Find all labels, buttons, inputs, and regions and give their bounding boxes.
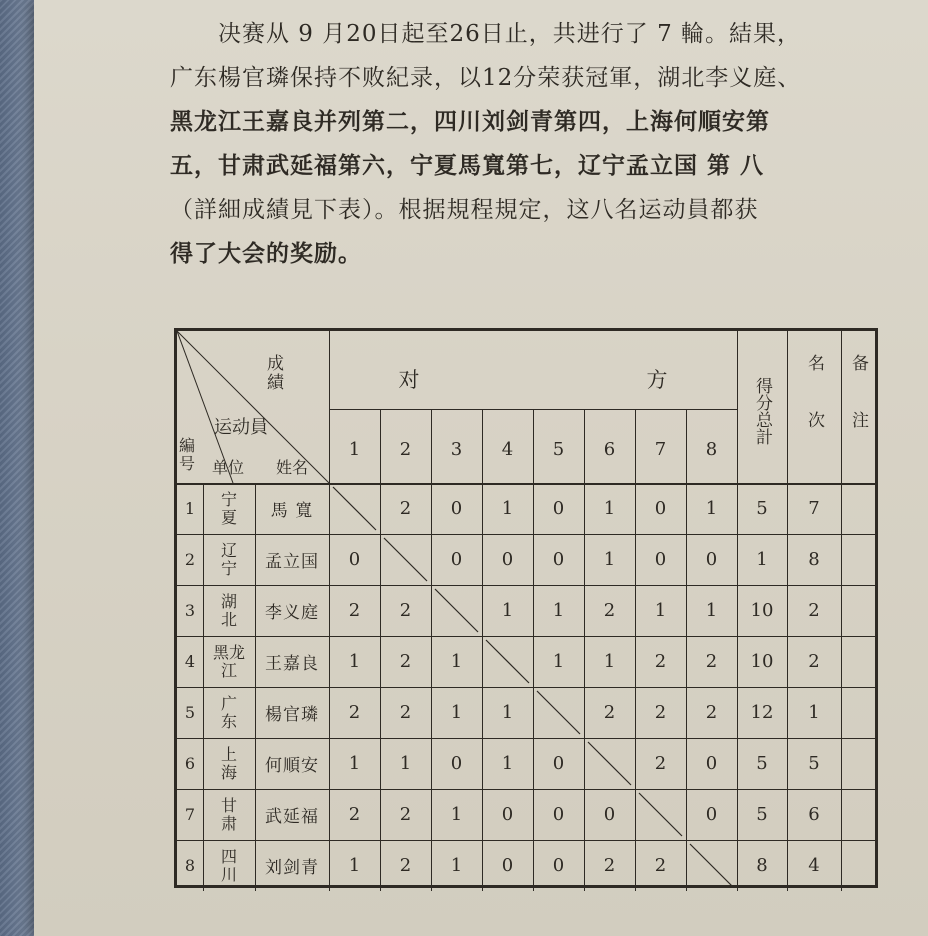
score-cell: 0	[705, 753, 718, 774]
score-cell: 0	[501, 855, 514, 876]
score-cell: 1	[705, 600, 718, 621]
score-cell: 2	[603, 702, 616, 723]
row-name: 楊官璘	[265, 705, 319, 725]
row-number: 8	[184, 856, 196, 875]
score-label-text: 成績	[267, 354, 284, 393]
score-cell: 2	[399, 600, 412, 621]
paragraph-line: 广东楊官璘保持不败紀录，以12分荣获冠軍，湖北李义庭、	[170, 65, 802, 91]
row-rank: 7	[808, 498, 820, 519]
rank-label-text: 名次	[804, 354, 824, 468]
opponent-label-right: 方	[646, 368, 668, 392]
row-unit-text: 辽宁	[220, 540, 237, 578]
row-total: 12	[750, 702, 774, 723]
row-rank: 2	[808, 600, 820, 621]
self-match-diagonal	[533, 687, 584, 738]
row-unit	[203, 534, 255, 585]
row-unit-text: 宁夏	[220, 489, 237, 527]
row-divider	[177, 738, 875, 739]
self-match-diagonal	[635, 789, 686, 840]
score-cell: 1	[348, 855, 361, 876]
score-cell: 1	[399, 753, 412, 774]
score-cell: 1	[348, 651, 361, 672]
name-label: 姓名	[275, 457, 308, 477]
score-cell: 1	[450, 702, 463, 723]
row-total: 5	[756, 804, 768, 825]
column-divider	[255, 483, 256, 891]
score-cell: 2	[654, 855, 667, 876]
row-number: 5	[184, 703, 196, 722]
row-unit	[203, 738, 255, 789]
score-cell: 1	[603, 549, 616, 570]
opponent-number-header: 3	[450, 438, 463, 460]
row-unit	[203, 636, 255, 687]
row-rank: 8	[808, 549, 820, 570]
opponent-number-header: 6	[603, 438, 616, 460]
opponent-number-header: 2	[399, 438, 412, 460]
row-divider	[177, 687, 875, 688]
score-cell: 2	[399, 651, 412, 672]
row-name: 李义庭	[265, 603, 319, 623]
row-unit-text: 甘肃	[220, 795, 237, 833]
row-divider	[177, 534, 875, 535]
score-cell: 1	[603, 498, 616, 519]
score-cell: 2	[654, 702, 667, 723]
score-column-divider	[431, 409, 432, 891]
score-column-divider	[686, 409, 687, 891]
score-cell: 2	[348, 600, 361, 621]
column-divider	[841, 331, 842, 891]
row-number: 4	[184, 652, 196, 671]
score-cell: 2	[654, 651, 667, 672]
score-cell: 0	[705, 549, 718, 570]
score-cell: 0	[450, 498, 463, 519]
score-cell: 1	[450, 855, 463, 876]
self-match-diagonal	[584, 738, 635, 789]
self-match-diagonal	[431, 585, 482, 636]
row-name: 馬 寬	[270, 501, 314, 521]
num-label: 編号	[179, 436, 196, 473]
score-cell: 1	[501, 702, 514, 723]
score-cell: 2	[348, 702, 361, 723]
score-cell: 1	[654, 600, 667, 621]
row-rank: 2	[808, 651, 820, 672]
score-cell: 0	[552, 753, 565, 774]
score-cell: 1	[603, 651, 616, 672]
score-cell: 2	[399, 855, 412, 876]
score-column-divider	[533, 409, 534, 891]
row-total: 10	[750, 600, 774, 621]
row-total: 10	[750, 651, 774, 672]
score-cell: 1	[450, 651, 463, 672]
opponent-number-header: 8	[705, 438, 718, 460]
row-rank: 6	[808, 804, 820, 825]
total-label-text: 得分总計	[752, 377, 772, 445]
remark-label-text: 备注	[848, 354, 868, 468]
score-column-divider	[482, 409, 483, 891]
score-cell: 1	[552, 600, 565, 621]
row-unit-text: 黑龙江	[212, 642, 245, 680]
score-cell: 0	[552, 804, 565, 825]
athlete-label: 运动員	[214, 417, 268, 438]
paragraph-line: 五，甘肃武延福第六，宁夏馬寬第七，辽宁孟立国 第 八	[170, 152, 765, 179]
row-number: 1	[184, 499, 196, 518]
score-cell: 0	[450, 753, 463, 774]
row-number: 2	[184, 550, 196, 569]
score-cell: 2	[399, 498, 412, 519]
score-cell: 1	[501, 600, 514, 621]
row-total: 5	[756, 498, 768, 519]
article-paragraph	[170, 12, 890, 276]
score-cell: 0	[552, 498, 565, 519]
row-divider	[177, 789, 875, 790]
paragraph-line: 决赛从 9 月20日起至26日止，共进行了 7 輪。結果，	[218, 21, 802, 47]
row-number: 7	[184, 805, 196, 824]
results-table	[174, 328, 878, 888]
paragraph-line: 黑龙江王嘉良并列第二，四川刘剑青第四，上海何順安第	[170, 108, 770, 135]
opponent-label-left: 对	[398, 368, 420, 392]
score-cell: 0	[450, 549, 463, 570]
score-cell: 0	[348, 549, 361, 570]
row-name: 武延福	[265, 807, 319, 827]
rank-label	[787, 341, 841, 481]
score-cell: 0	[501, 804, 514, 825]
row-rank: 4	[808, 855, 820, 876]
score-cell: 0	[552, 855, 565, 876]
self-match-diagonal	[380, 534, 431, 585]
column-divider	[329, 331, 330, 891]
score-cell: 0	[501, 549, 514, 570]
score-column-divider	[584, 409, 585, 891]
total-label	[737, 341, 787, 481]
score-cell: 2	[603, 600, 616, 621]
score-cell: 0	[654, 498, 667, 519]
score-cell: 2	[603, 855, 616, 876]
score-cell: 0	[705, 804, 718, 825]
row-unit-text: 上海	[220, 744, 237, 782]
opponent-number-header: 1	[348, 438, 361, 460]
remark-label	[841, 341, 875, 481]
score-cell: 1	[348, 753, 361, 774]
column-divider	[203, 483, 204, 891]
score-label	[247, 349, 307, 399]
score-cell: 1	[501, 498, 514, 519]
unit-label: 单位	[211, 457, 244, 477]
row-name: 何順安	[265, 756, 319, 776]
column-divider	[737, 331, 738, 891]
header-bottom-line	[177, 483, 875, 485]
score-cell: 1	[501, 753, 514, 774]
row-unit	[203, 687, 255, 738]
row-rank: 1	[808, 702, 820, 723]
score-cell: 2	[654, 753, 667, 774]
score-cell: 2	[399, 804, 412, 825]
score-column-divider	[635, 409, 636, 891]
opponent-number-header: 7	[654, 438, 667, 460]
row-name: 孟立国	[265, 552, 319, 572]
row-unit	[203, 483, 255, 534]
row-divider	[177, 636, 875, 637]
score-cell: 2	[348, 804, 361, 825]
row-divider	[177, 585, 875, 586]
score-cell: 2	[705, 651, 718, 672]
score-cell: 1	[705, 498, 718, 519]
row-number: 6	[184, 754, 196, 773]
row-unit-text: 湖北	[220, 591, 237, 629]
row-total: 8	[756, 855, 768, 876]
column-divider	[787, 331, 788, 891]
row-unit-text: 四川	[220, 846, 237, 884]
self-match-diagonal	[686, 840, 737, 891]
self-match-diagonal	[329, 483, 380, 534]
row-number: 3	[184, 601, 196, 620]
score-cell: 0	[552, 549, 565, 570]
paragraph-line: 得了大会的奖励。	[170, 240, 362, 267]
row-rank: 5	[808, 753, 820, 774]
paragraph-line: （詳細成績見下表）。根据規程規定，这八名运动員都获	[170, 197, 759, 223]
opponent-number-header: 4	[501, 438, 514, 460]
row-total: 5	[756, 753, 768, 774]
row-total: 1	[756, 549, 768, 570]
row-name: 刘剑青	[265, 858, 319, 878]
row-unit-text: 广东	[220, 693, 237, 731]
row-unit	[203, 585, 255, 636]
score-cell: 0	[654, 549, 667, 570]
score-cell: 0	[603, 804, 616, 825]
score-cell: 1	[450, 804, 463, 825]
score-cell: 2	[399, 702, 412, 723]
self-match-diagonal	[482, 636, 533, 687]
row-divider	[177, 840, 875, 841]
row-unit	[203, 840, 255, 891]
row-unit	[203, 789, 255, 840]
score-cell: 1	[552, 651, 565, 672]
score-cell: 2	[705, 702, 718, 723]
row-name: 王嘉良	[265, 654, 319, 674]
score-column-divider	[380, 409, 381, 891]
opponent-number-header: 5	[552, 438, 565, 460]
